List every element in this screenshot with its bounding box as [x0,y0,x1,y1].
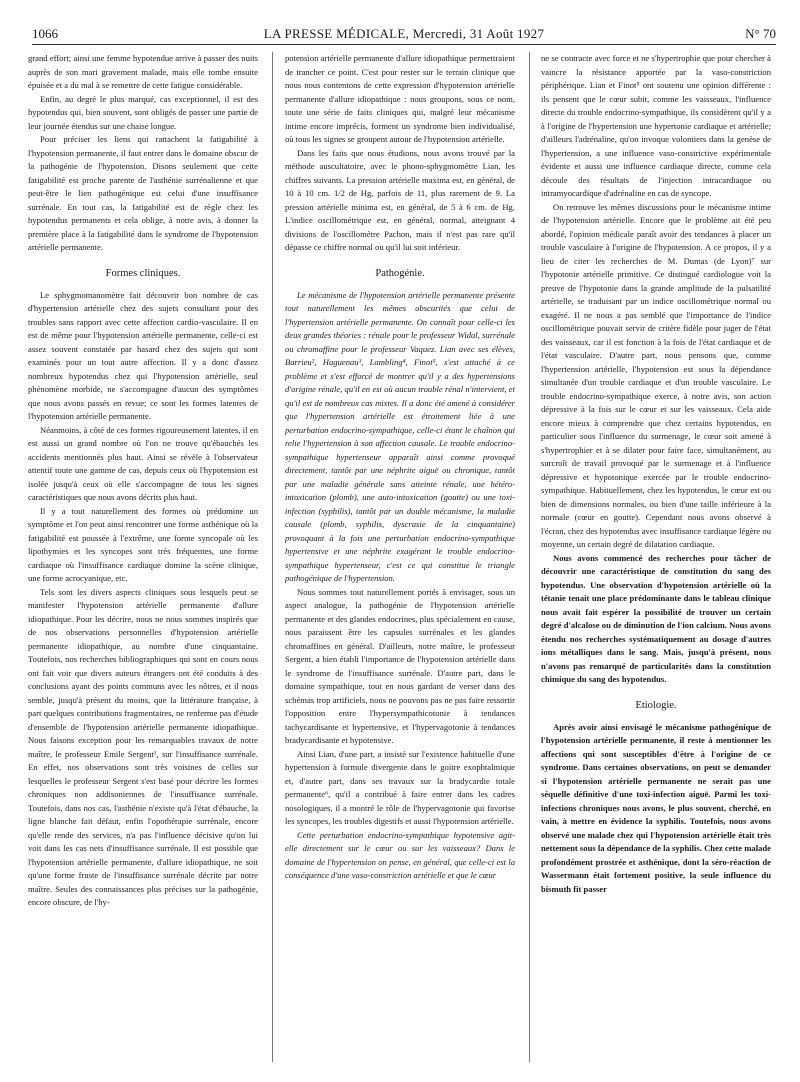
paragraph: ne se contracte avec force et ne s'hypertrophie que pour chercher à vaincre la résistance apportée par la vaso-constriction périphérique. Lian et Finot⁵ ont soutenu une opinion différente : ils pensent que le cœur subit, comme les vaisseaux, l'influence directe du trouble endocrino-sympathique, ils considèrent qu'il y a à l'origine de l'hypertension une hypertonie cardiaque et artérielle; d'ailleurs l'adrénaline, qu'on invoque volontiers dans la genèse de l'hypertension, a une influence vaso-constrictive expérimentale évidente et aussi une influence cardiaque directe, comme cela découle des résultats de l'injection intracardiaque ou intramyocardique d'adrénaline en cas de syncope. [541,53,771,198]
paragraph: Dans les faits que nous étudions, nous avons trouvé par la méthode auscultatoire, avec le phono-sphygmomètre Lian, les chiffres suivants. La pression artérielle maxima est, en général, de 10 à 10 cm. 1/2 de Hg, parfois de 11, plus rarement de 9. La pression artérielle minima est, en général, de 5 à 6 cm. de Hg. L'indice oscillométrique est, en général, normal, atteignant 4 divisions de l'oscillomètre Pachon, mais il n'est pas rare qu'il dépasse ce chiffre normal ou qu'il lui soit inférieur. [285,147,515,252]
column-divider [272,52,273,1062]
section-heading-formes: Formes cliniques. [105,267,181,279]
journal-title: LA PRESSE MÉDICALE, Mercredi, 31 Août 1927 [263,26,545,41]
column-divider [529,52,530,1062]
text-column-2 [285,52,515,1067]
paragraph: Nous sommes tout naturellement portés à envisager, sous un aspect analogue, la pathogénie de l'hypotension artérielle permanente et des glandes endocrines, plus spécialement en cause, nous paraissent être les capsules surrénales et les glandes chromaffines en général. D'ailleurs, notre maître, le professeur Sergent, a bien établi l'importance de l'hypotension artérielle dans le syndrome de l'insuffisance surrénale. D'autre part, dans le domaine sympathique, tout en nous gardant de verser dans des schémas trop artificiels, nous ne pouvons pas ne pas faire ressortir l'opposition entre l'hypersympathicotonie à tendances tachycardisante et hypertensive, et l'hypervagotonie à tendances bradycardisante et hypotensive. [285,586,515,745]
paragraph: grand effort; ainsi une femme hypotendue arrive à passer des nuits auprès de son mari gravement malade, mais elle tombe ensuite épuisée et a du mal à se remettre de cette fatigue considérable. [28,53,258,90]
paragraph: On retrouve les mêmes discussions pour le mécanisme intime de l'hypotension artérielle. Encore que le problème ait été peu abordé, l'opinion médicale paraît avoir des tendances à placer un trouble vasculaire à l'origine de l'hypotension. A ce propos, il y a lieu de citer les recherches de M. Dumas (de Lyon)⁷ sur l'hypotonie artérielle primitive. Ce distingué cardiologue voit la preuve de l'hypotonie dans la grande amplitude de la pulsatilité artérielle, se traduisant par un indice oscillométrique normal ou exagéré. Il ne nous a pas semblé que l'importance de l'indice oscillométrique pouvait servir de critère fidèle pour juger de l'état des vaisseaux, car il est fonction à la fois de l'état cardiaque et de l'état vasculaire. D'autre part, nous pensons que, comme l'hypertension artérielle, l'hypotension est sous la dépendance simultanée d'un trouble cardiaque et d'un trouble vasculaire. Le trouble endocrino-sympathique exerce, à notre avis, son action dépressive à la fois sur le cœur et sur les vaisseaux. Cela aide encore mieux à comprendre que chez certains hypotendus, en particulier sous l'influence du surmenage, le cœur soit amené à s'hypertrophier et à se dilater pour faire face, simultanément, au surcroît de travail provoqué par le surmenage et à l'influence dépressive et hypotonique exercée par le trouble endocrino-sympathique. Habituellement, chez les hypotendus, le cœur est ou bien de dimensions normales, ou bien d'une taille inférieure à la normale (cœur en goutte). Cependant nous avons observé à l'écran, chez des hypotendus avec insuffisance cardiaque légère ou moyenne, un certain degré de dilatation cardiaque. [541,201,771,549]
paragraph: Pour préciser les liens qui rattachent la fatigabilité à l'hypotension permanente, il faut entrer dans le domaine obscur de la pathogénie de l'hypotension. Disons seulement que cette fatigabilité est proche parente de l'asthénie surrénalienne et que peut-être le lien pathogénique est celui d'une insuffisance surrénale. En tout cas, la fatigabilité est de règle chez les hypotendus permanents et cela oblige, à notre avis, à donner la première place à la fatigabilité dans le syndrome de l'hypotension artérielle permanente. [28,134,258,252]
page-number: 1066 [32,26,58,41]
paragraph: Cette perturbation endocrino-sympathique hypotensive agit-elle directement sur le cœur ou sur les vaisseaux? Dans le domaine de l'hypertension on pense, en général, que celle-ci est la conséquence d'une vaso-constriction artérielle et que le cœur [285,829,515,880]
paragraph: Le mécanisme de l'hypotension artérielle permanente présente tout naturellement les mêmes obscurités que celui de l'hypertension artérielle permanente. On connaît pour celle-ci les deux grandes théories : rénale pour le professeur Widal, surrénale ou chromaffine pour le professeur Vaquez. Lian avec ses élèves, Barrieu², Haguenau³, Lambling⁴, Finot⁵, s'est attaché à ce problème et s'est efforcé de montrer qu'il y a des hypertensions d'origine rénale, qu'il en est où aucun trouble rénal n'intervient, et qu'il est de nombreux cas mixtes. Il a donc été amené à considérer que l'hypertension artérielle est étroitement liée à une perturbation endocrino-sympathique, celle-ci étant le chaînon qui relie l'hypertension à son affection causale. Le trouble endocrino-sympathique hypertenseur apparaît ainsi comme provoqué directement, tantôt par une néphrite aiguë ou chronique, tantôt par une maladie générale sans atteinte rénale, une hétéro-intoxication (plomb), une auto-intoxication (goutte) ou une toxi-infection (syphilis), tantôt par un double mécanisme, la maladie causale (plomb, syphilis, dyscrasie de la cinquantaine) provoquant à la fois une perturbation endocrino-sympathique hypertensive et une néphrite exagérant le trouble endocrino-sympathique hypertenseur, c'est ce qui constitue le triangle pathogénique de l'hypertension. [285,289,515,583]
text-column-1 [28,52,258,1067]
paragraph: Nous avons commencé des recherches pour tâcher de découvrir une caractéristique de constitution du sang des hypotendus. Une observation d'hypotension artérielle où la tétanie tenait une place prédominante dans le tableau clinique nous avait fait espérer la possibilité de trouver un certain degré d'alcalose ou de diminution de l'ion calcium. Nous avons étendu nos recherches systématiquement au dosage d'autres ions métalliques dans le sang. Mais, jusqu'à présent, nous n'avons pas remarqué de particularités dans la constitution chimique du sang des hypotendus. [541,552,771,684]
paragraph: Enfin, au degré le plus marqué, cas exceptionnel, il est des hypotendus qui, bien souvent, sont obligés de passer une partie de leur journée étendus sur une chaise longue. [28,93,258,131]
paragraph: potension artérielle permanente d'allure idiopathique permettraient de trancher ce point. C'est pour rester sur le terrain clinique que nous nous contentons de cette expression d'hypotension artérielle permanente d'allure idiopathique : nous groupons, sous ce nom, toute une série de faits cliniques qui, malgré leur mécanisme intime encore imprécis, forment un syndrome bien individualisé, où tous les signes se groupent autour de l'hypotension artérielle. [285,53,515,144]
text-column-3 [541,52,771,1067]
paragraph: Tels sont les divers aspects cliniques sous lesquels peut se manifester l'hypotension artérielle permanente d'allure idiopathique. Pour les décrire, nous ne nous sommes inspirés que de nos observations personnelles d'hypotension artérielle permanente idiopathique, au nombre d'une cinquantaine. Toutefois, nos recherches bibliographiques qui sont en cours nous ont fait voir que divers auteurs étrangers ont été conduits à des conclusions ayant des points communs avec les nôtres, et il nous semble, jusqu'à présent du moins, que la littérature française, à part quelques contributions fragmentaires, ne renferme pas d'étude d'ensemble de l'hypotension artérielle permanente idiopathique. Nous faisons exception pour les remarquables travaux de notre maître, le professeur Emile Sergent¹, sur l'insuffisance surrénale. En effet, nos observations sont très voisines de celles sur lesquelles le professeur Sergent s'est basé pour décrire les formes chroniques non addisoniennes de l'insuffisance surrénale. Toutefois, dans nos cas, l'asthénie n'existe qu'à l'état d'ébauche, la ligne blanche fait défaut, enfin l'opothérapie surrénale, encore qu'elle rende des services, n'a pas l'influence décisive qu'on lui voit dans les cas nets d'insuffisance surrénale. Il est possible que l'hypotension artérielle permanente, d'allure idiopathique, ne soit qu'une forme fruste de l'insuffisance surrénale décrite par notre maître. Seules des connaissances plus précises sur la pathogénie, encore obscure, de l'hy- [28,586,258,907]
section-heading-pathogenie: Pathogénie. [375,267,425,279]
paragraph: Ainsi Lian, d'une part, a insisté sur l'existence habituelle d'une hypertension à formule divergente dans le goitre exophtalmique et, d'autre part, dans ses travaux sur la bradycardie totale permanente⁶, qu'il a contribué à faire entrer dans les cadres nosologiques, il a montré le rôle de l'hypervagotonie qui favorise les syncopes, les troubles digestifs et aussi l'hypotension artérielle. [285,748,515,826]
issue-number: N° 70 [745,26,776,41]
paragraph: Il y a tout naturellement des formes où prédomine un symptôme et l'on peut ainsi rencontrer une forme asthénique où la fatigabilité est poussée à l'extrême, une forme syncopale où les lipothymies et les syncopes sont très fréquentes, une forme cardiaque où l'insuffisance cardiaque domine la scène clinique, une forme acrocyanique, etc. [28,505,258,583]
paragraph: Néanmoins, à côté de ces formes rigoureusement latentes, il en est aussi un grand nombre où l'on ne trouve qu'ébauchés les accidents mentionnés plus haut. Ainsi se révèle à l'observateur attentif toute une gamme de cas, depuis ceux où l'hypotension est isolée jusqu'à ceux où elle s'accompagne de tous les signes caractéristiques que nous avons décrits plus haut. [28,424,258,502]
paragraph: Après avoir ainsi envisagé le mécanisme pathogénique de l'hypotension artérielle permanente, il reste à mentionner les affections qui sont susceptibles d'être à l'origine de ce syndrome. Dans certaines observations, on peut se demander si l'hypotension artérielle permanente ne serait pas une séquelle définitive d'une toxi-infection aiguë. Parmi les toxi-infections chroniques nous avons, le plus souvent, cherché, en vain, à mettre en évidence la syphilis. Toutefois, nous avons observé une malade chez qui l'hypotension artérielle était très nettement sous la dépendance de la syphilis. Chez cette malade profondément prostrée et asthénique, dont la séro-réaction de Wassermann était fortement positive, la seule influence du bismuth fit passer [541,721,771,894]
section-heading-etiologie: Etiologie. [635,699,677,711]
page-header [32,24,776,45]
paragraph: Le sphygmomanomètre fait découvrir bon nombre de cas d'hypertension artérielle chez des sujets consultant pour des troubles sans rapport avec cette affection cardio-vasculaire. Il en est de même pour l'hypotension artérielle permanente, celle-ci est assez souvent constatée par hasard chez des sujets qui sont examinés pour un tout autre affection. Il y a donc d'assez nombreux hypotendus chez qui l'hypotension artérielle, seul phénomène morbide, ne s'accompagne d'aucun des symptômes que nous avons passés en revue; ce sont les formes latentes de l'hypotension artérielle permanente. [28,289,258,421]
